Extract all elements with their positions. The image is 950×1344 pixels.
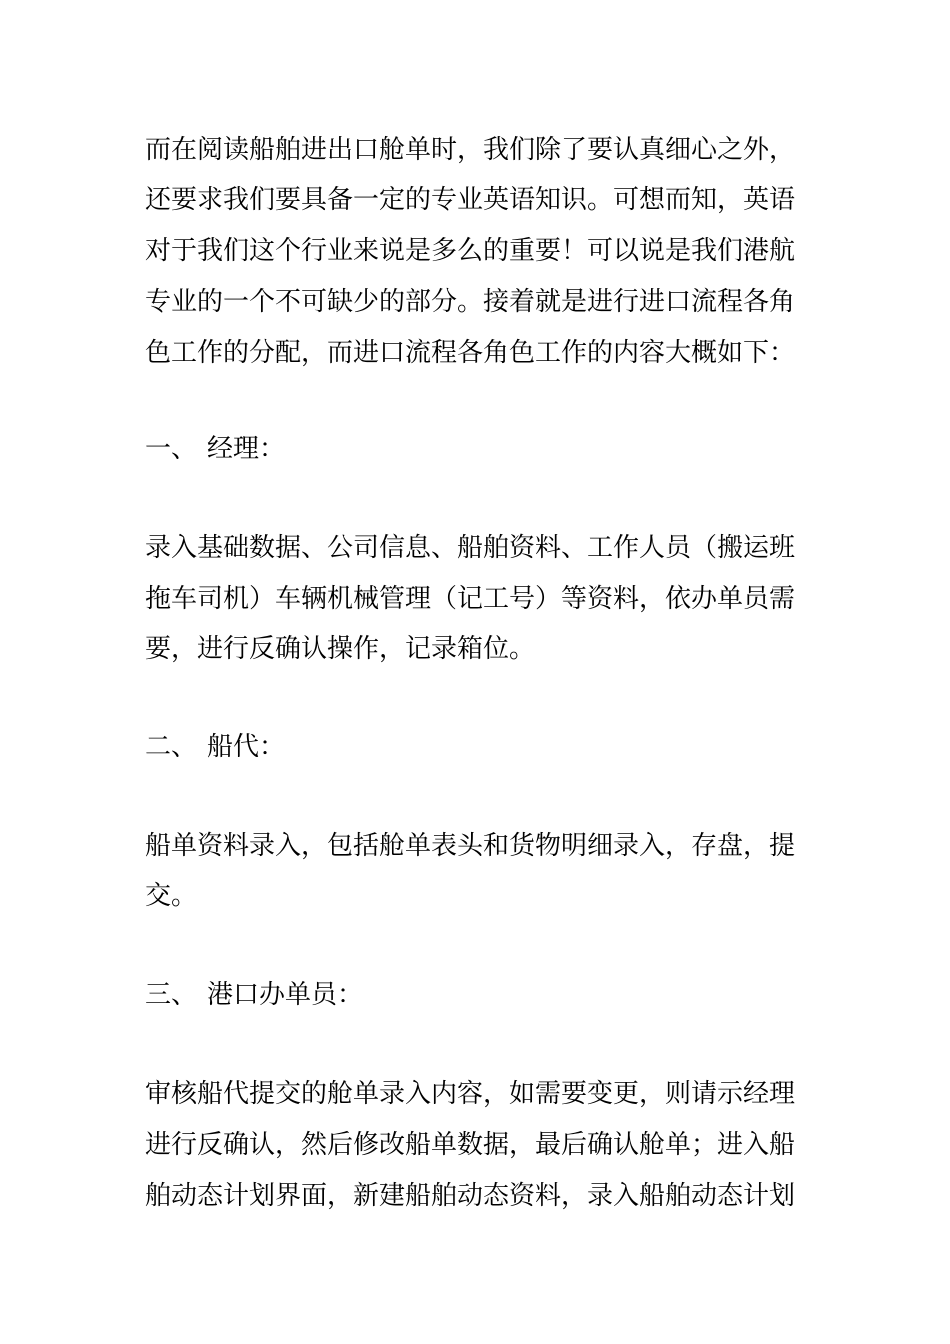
section-1-line-1: 录入基础数据、公司信息、船舶资料、工作人员（搬运班 xyxy=(145,533,796,563)
section-2-line-2: 交。 xyxy=(145,881,198,911)
section-2-title: 船代： xyxy=(207,732,286,762)
section-1-title: 经理： xyxy=(207,434,286,464)
section-3-title: 港口办单员： xyxy=(207,980,364,1010)
section-3-heading xyxy=(145,982,363,1008)
section-3-line-2: 进行反确认，然后修改船单数据，最后确认舱单；进入船 xyxy=(145,1130,796,1160)
section-2-heading xyxy=(145,734,285,760)
section-1-heading xyxy=(145,436,285,462)
section-3-line-3: 舶动态计划界面，新建船舶动态资料，录入船舶动态计划 xyxy=(145,1181,796,1211)
intro-line-1: 而在阅读船舶进出口舱单时，我们除了要认真细心之外， xyxy=(145,135,796,165)
section-2-line-1: 船单资料录入，包括舱单表头和货物明细录入，存盘，提 xyxy=(145,831,796,861)
intro-line-3: 对于我们这个行业来说是多么的重要！可以说是我们港航 xyxy=(145,236,796,266)
intro-line-2: 还要求我们要具备一定的专业英语知识。可想而知，英语 xyxy=(145,185,796,215)
section-1-line-2: 拖车司机）车辆机械管理（记工号）等资料，依办单员需 xyxy=(145,584,796,614)
section-3-number: 三、 xyxy=(145,980,198,1010)
section-1-line-3: 要，进行反确认操作，记录箱位。 xyxy=(145,634,536,664)
section-1-number: 一、 xyxy=(145,434,198,464)
section-3-line-1: 审核船代提交的舱单录入内容，如需要变更，则请示经理 xyxy=(145,1079,796,1109)
intro-line-4: 专业的一个不可缺少的部分。接着就是进行进口流程各角 xyxy=(145,287,796,317)
intro-line-5: 色工作的分配，而进口流程各角色工作的内容大概如下： xyxy=(145,338,796,368)
section-2-number: 二、 xyxy=(145,732,198,762)
